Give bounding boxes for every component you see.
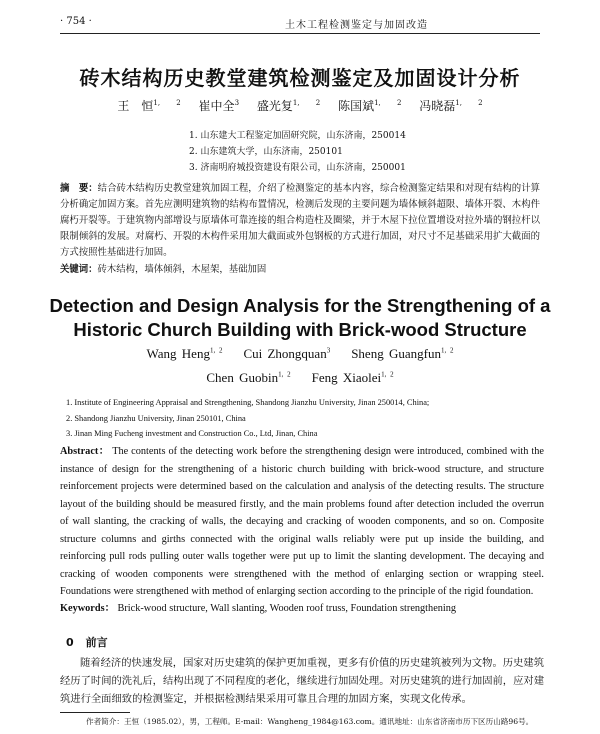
section-number: 0 bbox=[66, 636, 74, 649]
abstract-en-text: The contents of the detecting work before the strengthening design were introduced, combined with the instance of design for the strengthening of a historic church building with brick-wood structure, and structure reinforcement projects were determined based on the calculation and analysis of the detecting results. The structure layout of the building should be measured firstly, and the main problems found after detection included the overrun of wall slanting, the cracking of walls, the decaying and cracking of wooden components, and so on. Composite structure columns and girths connected with the original walls reliably were put up inside the building, and reinforcing pull rods pulling outer walls together were put up to limit the slanting development. The decaying and cracking of wooden components were strengthened with the method of enlarging section or wrapping steel. Foundations were strengthened with method of enlarging section according to the principle of the rigid foundation. bbox=[60, 446, 544, 597]
author-en: Cui Zhongquan$^3$ bbox=[243, 346, 331, 362]
author-cn: 崔中全$^3$ bbox=[198, 99, 240, 113]
title-en-line: Historic Church Building with Brick-wood Structure bbox=[73, 319, 527, 340]
keywords-en-text: Brick-wood structure, Wall slanting, Wooden roof truss, Foundation strengthening bbox=[117, 603, 457, 614]
running-header bbox=[60, 16, 540, 32]
keywords-cn-label: 关键词： bbox=[60, 264, 98, 275]
affiliation-cn: 1. 山东建大工程鉴定加固研究院，山东济南，250014 bbox=[189, 131, 406, 141]
abstract-cn-text: 结合砖木结构历史教堂建筑加固工程，介绍了检测鉴定的基本内容，综合检测鉴定结果和对现有结构的计算分析确定加固方案。首先应测明建筑物的结构布置情况，检测后发现的主要问题为墙体倾斜超限、墙体开裂、木构件腐朽开裂等。于建筑物内部增设与原墙体可靠连接的组合构造柱及圈梁，并于木屋下拉位置增设对拉外墙的钢拉杆以限制倾斜的发展。对腐朽、开裂的木构件采用加大截面或外包钢板的方式进行加固，对尺寸不足基础采用扩大截面的方式按照性基础进行加固。 bbox=[60, 183, 540, 258]
author-en: Feng Xiaolei$^{1, 2}$ bbox=[311, 369, 394, 385]
journal-title: 土木工程检测鉴定与加固改造 bbox=[285, 20, 428, 31]
author-en: Wang Heng$^{1, 2}$ bbox=[146, 346, 223, 362]
author-footnote: 作者简介：王恒（1985.02），男，工程师。E-mail：Wangheng_1984@163.com。通讯地址：山东省济南市历下区历山路96号。 bbox=[86, 717, 534, 726]
keywords-english bbox=[60, 599, 544, 614]
author-en: Sheng Guangfun$^{1, 2}$ bbox=[351, 346, 454, 362]
title-english bbox=[40, 294, 560, 342]
intro-paragraph: 随着经济的快速发展，国家对历史建筑的保护更加重视，更多有价值的历史建筑被列为文物。历史建筑经历了时间的洗礼后，结构出现了不同程度的老化，继续进行加固处理。对历史建筑的进行加固前，应对建筑进行全面细致的检测鉴定，并根据检测结果采用可靠且合理的加固方案，实现文化传承。 bbox=[60, 657, 544, 705]
author-cn: 王 恒$^{1, 2}$ bbox=[117, 99, 181, 113]
keywords-cn-text: 砖木结构，墙体倾斜，木屋架，基础加固 bbox=[97, 264, 267, 275]
header-rule bbox=[60, 33, 540, 34]
author-cn: 盛光复$^{1, 2}$ bbox=[256, 99, 321, 113]
title-en-line: Detection and Design Analysis for the Strengthening of a bbox=[49, 295, 551, 316]
affiliations-chinese bbox=[189, 128, 406, 176]
section-heading bbox=[66, 634, 108, 650]
footnote-rule bbox=[60, 712, 130, 713]
abstract-cn-label: 摘 要： bbox=[60, 183, 98, 194]
author-cn: 陈国斌$^{1, 2}$ bbox=[338, 99, 402, 113]
affiliations-english bbox=[66, 395, 560, 442]
keywords-chinese bbox=[60, 261, 540, 275]
author-cn: 冯晓磊$^{1, 2}$ bbox=[419, 99, 483, 113]
authors-english bbox=[40, 341, 560, 388]
authors-chinese bbox=[0, 97, 600, 114]
affiliation-cn: 2. 山东建筑大学，山东济南，250101 bbox=[189, 147, 343, 157]
affiliation-cn: 3. 济南明府城投资建设有限公司，山东济南，250001 bbox=[189, 163, 406, 173]
abstract-chinese bbox=[60, 181, 540, 261]
affiliation-en: 1. Institute of Engineering Appraisal and Strengthening, Shandong Jianzhu University, Jinan 250014, China; bbox=[66, 398, 430, 407]
author-en: Chen Guobin$^{1, 2}$ bbox=[206, 369, 291, 385]
page-number: · 754 · bbox=[60, 16, 92, 27]
keywords-en-label: Keywords： bbox=[60, 603, 115, 614]
abstract-en-label: Abstract： bbox=[60, 446, 110, 457]
abstract-english bbox=[60, 443, 544, 601]
affiliation-en: 3. Jinan Ming Fucheng investment and Construction Co., Ltd, Jinan, China bbox=[66, 429, 318, 438]
affiliation-en: 2. Shandong Jianzhu University, Jinan 250101, China bbox=[66, 413, 246, 423]
title-chinese: 砖木结构历史教堂建筑检测鉴定及加固设计分析 bbox=[79, 66, 521, 90]
section-title: 前言 bbox=[85, 636, 108, 649]
